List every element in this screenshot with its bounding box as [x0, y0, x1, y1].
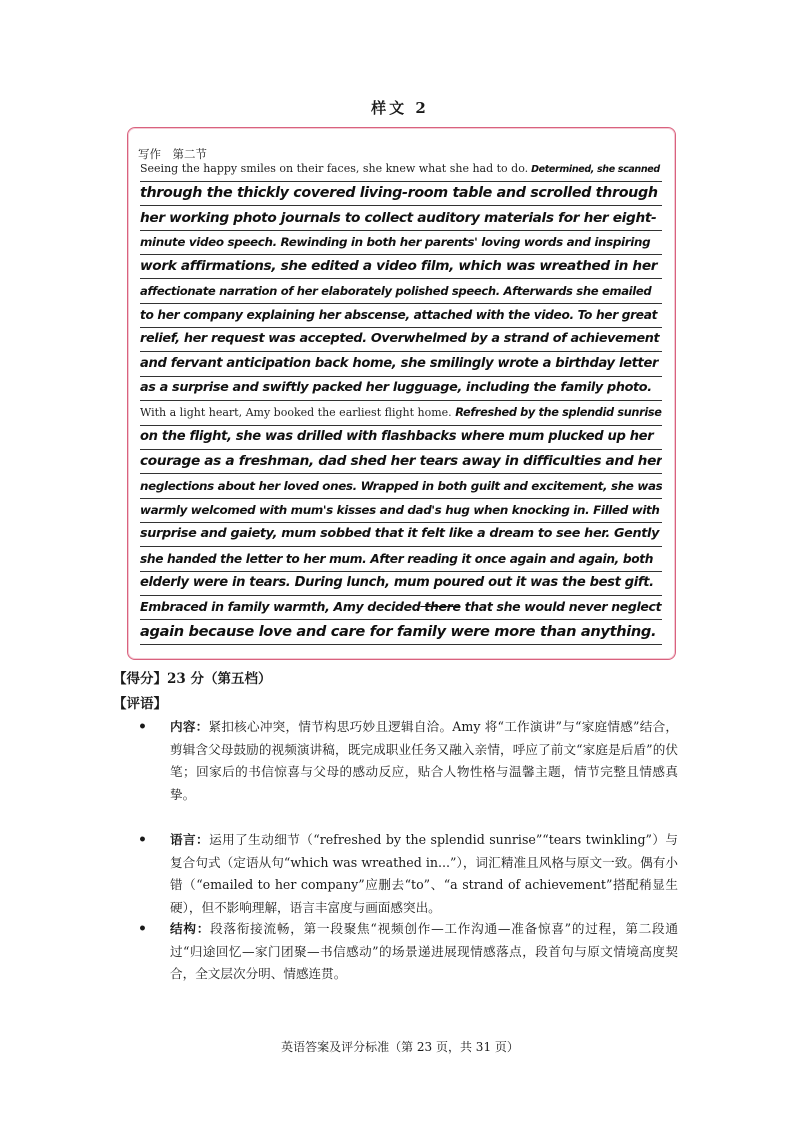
- essay-line: [140, 426, 662, 450]
- essay-line: [140, 450, 662, 474]
- handwriting: surprise and gaiety, mum sobbed that it felt like a dream to see her. Gently: [140, 526, 660, 542]
- essay-line: [140, 572, 662, 596]
- comment-key: 语言：: [170, 832, 210, 847]
- handwriting: Embraced in family warmth, Amy decided: [140, 599, 421, 615]
- comment-key: 结构：: [170, 921, 211, 936]
- handwriting: through the thickly covered living-room table and scrolled through: [140, 185, 658, 202]
- comment-text: 紧扣核心冲突，情节构思巧妙且逻辑自洽。Amy 将“工作演讲”与“家庭情感”结合，剪辑含父母鼓励的视频演讲稿，既完成职业任务又融入亲情，呼应了前文“家庭是后盾”的伏笔；回家后的书信惊喜与父母的感动反应，贴合人物性格与温馨主题，情节完整且情感真挚。: [170, 719, 678, 802]
- comment-text: 运用了生动细节（“refreshed by the splendid sunrise”“tears twinkling”）与复合句式（定语从句“which was wreathed in...”），词汇精准且风格与原文一致。偶有小错（“emailed to her company”应删去“to”、“a strand of achievement”搭配稍显生硬），但不影响理解，语言丰富度与画面感突出。: [170, 832, 679, 915]
- comment-content: [138, 716, 678, 806]
- handwriting: on the flight, she was drilled with flashbacks where mum plucked up her: [140, 428, 654, 444]
- comment-key: 内容：: [170, 719, 209, 734]
- essay-line: [140, 207, 662, 231]
- essay-line: [140, 255, 662, 279]
- essay-line: [140, 353, 662, 377]
- page-title: 样文 2: [371, 99, 429, 117]
- essay-line: [140, 280, 662, 304]
- struck-word: there: [420, 599, 461, 615]
- handwriting: again because love and care for family were more than anything.: [140, 622, 657, 640]
- printed-prompt: Seeing the happy smiles on their faces, she knew what she had to do.: [140, 162, 529, 175]
- bullet-icon: •: [138, 832, 147, 848]
- comment-text: 段落衔接流畅，第一段聚焦“视频创作—工作沟通—准备惊喜”的过程，第二段通过“归途回忆—家门团聚—书信感动”的场景递进展现情感落点，段首句与原文情境高度契合，全文层次分明、情感连贯。: [170, 921, 678, 981]
- handwriting: to her company explaining her abscense, attached with the video. To her great: [140, 308, 658, 323]
- printed-prompt: With a light heart, Amy booked the earliest flight home.: [140, 405, 452, 419]
- handwriting: courage as a freshman, dad shed her tears away in difficulties and her: [140, 453, 662, 470]
- handwriting: warmly welcomed with mum's kisses and dad's hug when knocking in. Filled with: [140, 502, 660, 517]
- essay-line: [140, 548, 662, 572]
- comment-heading: 【评语】: [113, 696, 167, 712]
- handwriting: elderly were in tears. During lunch, mum poured out it was the best gift.: [140, 574, 654, 590]
- bullet-icon: •: [138, 921, 147, 937]
- essay-line: [140, 596, 662, 620]
- handwriting: her working photo journals to collect auditory materials for her eight-: [140, 209, 657, 226]
- handwriting: neglections about her loved ones. Wrapped in both guilt and excitement, she was: [140, 478, 662, 493]
- essay-line: [140, 621, 662, 645]
- essay-line: [140, 402, 662, 426]
- section-label: 写作 第二节: [138, 147, 207, 161]
- handwriting: affectionate narration of her elaborately polished speech. Afterwards she emailed: [140, 283, 652, 298]
- handwriting: Determined, she scanned: [528, 164, 660, 175]
- handwriting: minute video speech. Rewinding in both her parents' loving words and inspiring: [140, 235, 651, 250]
- handwriting: she handed the letter to her mum. After reading it once again and again, both: [140, 551, 654, 566]
- essay-line: [140, 475, 662, 499]
- handwriting: relief, her request was accepted. Overwhelmed by a strand of achievement: [140, 331, 660, 347]
- essay-line: [140, 377, 662, 401]
- handwriting: Refreshed by the splendid sunrise: [451, 405, 662, 419]
- page-footer: 英语答案及评分标准（第 23 页，共 31 页）: [281, 1040, 519, 1054]
- essay-line: [140, 231, 662, 255]
- essay-line: [140, 158, 662, 182]
- handwriting: as a surprise and swiftly packed her lugguage, including the family photo.: [140, 380, 652, 396]
- handwriting: work affirmations, she edited a video film, which was wreathed in her: [140, 258, 658, 275]
- handwriting: that she would never neglect: [460, 599, 662, 615]
- essay-line: [140, 523, 662, 547]
- essay-line: [140, 304, 662, 328]
- bullet-icon: •: [138, 719, 147, 735]
- essay-line: [140, 499, 662, 523]
- score-line: 【得分】23 分（第五档）: [113, 671, 272, 687]
- essay-line: [140, 328, 662, 352]
- comment-language: [138, 829, 678, 919]
- essay-line: [140, 182, 662, 206]
- handwriting: and fervant anticipation back home, she smilingly wrote a birthday letter: [140, 355, 659, 371]
- comment-structure: [138, 918, 678, 986]
